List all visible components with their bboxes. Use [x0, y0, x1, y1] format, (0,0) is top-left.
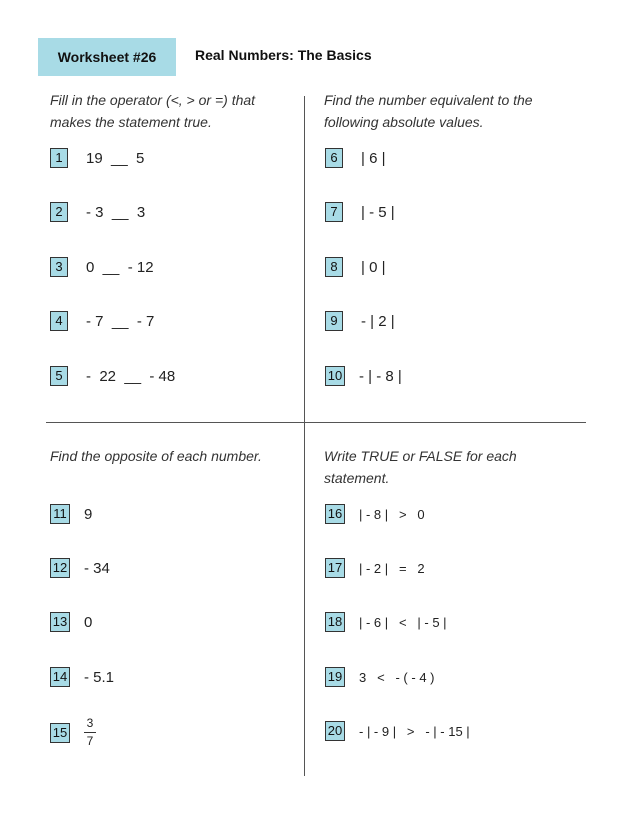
fraction-denominator: 7 [86, 734, 94, 748]
question-13 [50, 612, 92, 632]
question-expression: | - 2 | = 2 [359, 560, 425, 576]
fraction [84, 716, 96, 749]
question-14 [50, 667, 114, 687]
question-number: 3 [50, 257, 68, 277]
question-17 [325, 558, 425, 578]
instruction-section-2: Find the number equivalent to the following absolute values. [324, 92, 533, 130]
question-expression: - | - 9 | > - | - 15 | [359, 723, 470, 739]
instruction-section-3: Find the opposite of each number. [50, 448, 262, 464]
question-number: 12 [50, 558, 70, 578]
question-number: 6 [325, 148, 343, 168]
horizontal-divider [46, 422, 586, 423]
question-expression: 0 [84, 613, 93, 631]
question-5 [50, 366, 175, 386]
question-11 [50, 504, 92, 524]
question-number: 5 [50, 366, 68, 386]
question-1 [50, 148, 144, 168]
question-number: 4 [50, 311, 68, 331]
fraction-bar [84, 732, 96, 733]
question-expression: - 3 __ 3 [86, 203, 146, 221]
instruction-section-4: Write TRUE or FALSE for each statement. [324, 448, 517, 486]
question-3 [50, 257, 154, 277]
question-6 [325, 148, 385, 168]
question-expression: 19 __ 5 [86, 149, 145, 167]
question-expression: - 22 __ - 48 [86, 367, 176, 385]
question-18 [325, 612, 447, 632]
question-expression: 0 __ - 12 [86, 258, 154, 276]
question-expression: | - 5 | [361, 203, 395, 221]
worksheet-title: Real Numbers: The Basics [195, 47, 372, 63]
vertical-divider [304, 96, 305, 776]
question-expression: | 6 | [361, 149, 386, 167]
question-expression: | - 6 | < | - 5 | [359, 614, 447, 630]
question-expression: - | - 8 | [359, 367, 402, 385]
question-number: 2 [50, 202, 68, 222]
question-15 [50, 716, 96, 749]
question-20 [325, 721, 470, 741]
question-expression: 9 [84, 505, 93, 523]
question-10 [325, 366, 402, 386]
question-expression: - 5.1 [84, 668, 115, 686]
question-7 [325, 202, 395, 222]
question-number: 8 [325, 257, 343, 277]
question-number: 9 [325, 311, 343, 331]
question-number: 14 [50, 667, 70, 687]
question-expression: - 34 [84, 559, 110, 577]
question-2 [50, 202, 145, 222]
question-4 [50, 311, 154, 331]
question-number: 20 [325, 721, 345, 741]
fraction-numerator: 3 [86, 716, 94, 730]
question-12 [50, 558, 110, 578]
question-expression: | - 8 | > 0 [359, 506, 425, 522]
question-number: 18 [325, 612, 345, 632]
question-number: 13 [50, 612, 70, 632]
question-number: 7 [325, 202, 343, 222]
question-number: 15 [50, 723, 70, 743]
question-expression: - | 2 | [361, 312, 395, 330]
question-number: 1 [50, 148, 68, 168]
question-expression: - 7 __ - 7 [86, 312, 155, 330]
question-number: 16 [325, 504, 345, 524]
question-8 [325, 257, 385, 277]
question-number: 10 [325, 366, 345, 386]
question-number: 11 [50, 504, 70, 524]
worksheet-label: Worksheet #26 [38, 38, 176, 76]
question-number: 19 [325, 667, 345, 687]
question-9 [325, 311, 395, 331]
question-16 [325, 504, 425, 524]
question-expression: 3 < - ( - 4 ) [359, 669, 435, 685]
question-expression: | 0 | [361, 258, 386, 276]
instruction-section-1: Fill in the operator (<, > or =) that makes the statement true. [50, 92, 256, 130]
question-19 [325, 667, 435, 687]
question-number: 17 [325, 558, 345, 578]
